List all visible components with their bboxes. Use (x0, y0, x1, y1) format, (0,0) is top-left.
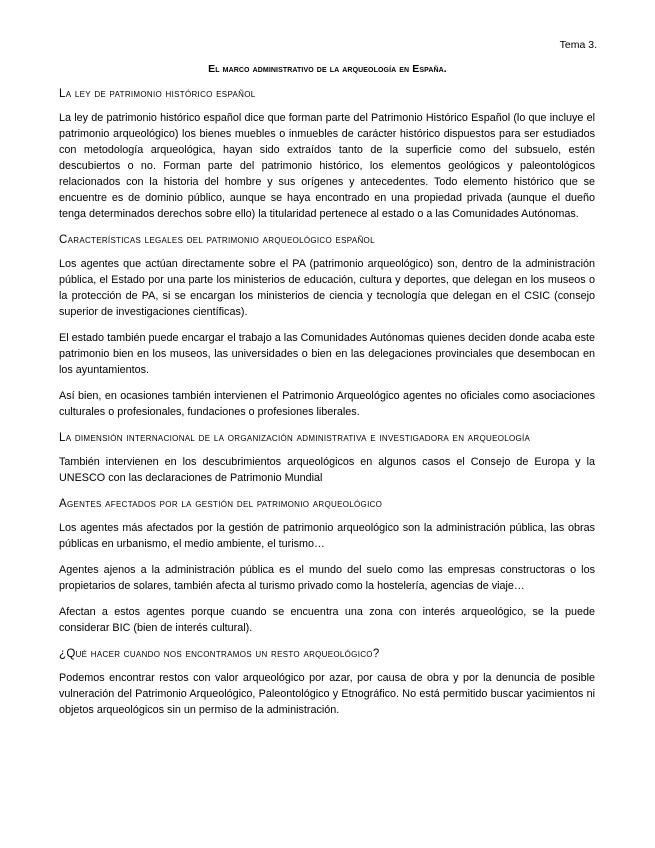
paragraph: También intervienen en los descubrimientos arqueológicos en algunos casos el Consejo de Europa y la UNESCO con las declaraciones de Patrimonio Mundial (59, 456, 595, 484)
paragraph: La ley de patrimonio histórico español dice que forman parte del Patrimonio Histórico Español (lo que incluye el patrimonio arqueológico) los bienes muebles o inmuebles de carácter histórico dispuestos para ser estudiados con metodología arqueológica, hayan sido extraídos tanto de la superficie como del subsuelo, estén descubiertos o no. Forman parte del patrimonio histórico, los elementos geológicos y paleontológicos relacionados con la historia del hombre y sus orígenes y antecedentes. Todo elemento histórico que se encuentre es de dominio público, aunque se haya encontrado en una propiedad privada (aunque el dueño tenga determinados derechos sobre ello) la titularidad pertenece al estado o a las Comunidades Autónomas. (59, 112, 595, 220)
paragraph: Los agentes más afectados por la gestión de patrimonio arqueológico son la administración pública, las obras públicas en urbanismo, el medio ambiente, el turismo… (59, 522, 595, 550)
section-ley-patrimonio (59, 86, 595, 222)
paragraph: El estado también puede encargar el trabajo a las Comunidades Autónomas quienes deciden donde acaba este patrimonio bien en los museos, las universidades o bien en las delegaciones provinciales que desembocan en los ayuntamientos. (59, 332, 595, 376)
section-heading: Características legales del patrimonio arqueológico español (59, 234, 375, 246)
section-agentes-afectados (59, 496, 595, 636)
paragraph: Afectan a estos agentes porque cuando se encuentra una zona con interés arqueológico, se la puede considerar BIC (bien de interés cultural). (59, 606, 595, 634)
document-body (59, 86, 595, 718)
paragraph: Agentes ajenos a la administración pública es el mundo del suelo como las empresas constructoras o los propietarios de solares, también afecta al turismo privado como la hostelería, agencias de viaje… (59, 564, 595, 592)
paragraph: Podemos encontrar restos con valor arqueológico por azar, por causa de obra y por la denuncia de posible vulneración del Patrimonio Arqueológico, Paleontológico y Etnográfico. No está permitido buscar yacimientos ni objetos arqueológicos sin un permiso de la administración. (59, 672, 595, 716)
section-dimension-internacional (59, 430, 595, 486)
section-caracteristicas-legales (59, 232, 595, 420)
section-heading: Agentes afectados por la gestión del patrimonio arqueológico (59, 498, 383, 510)
section-heading: La ley de patrimonio histórico español (59, 88, 256, 100)
section-heading: ¿Qué hacer cuando nos encontramos un resto arqueológico? (59, 648, 380, 660)
section-que-hacer (59, 646, 595, 718)
document-title: El marco administrativo de la arqueología en España. (208, 63, 447, 75)
section-heading: La dimensión internacional de la organización administrativa e investigadora en arqueología (59, 432, 531, 444)
page-header-tema: Tema 3. (559, 39, 597, 51)
paragraph: Los agentes que actúan directamente sobre el PA (patrimonio arqueológico) son, dentro de la administración pública, el Estado por una parte los ministerios de educación, cultura y deportes, que delegan en los museos o la protección de PA, si se encargan los ministerios de ciencia y tecnología que delegan en el CSIC (consejo superior de investigaciones científicas). (59, 258, 595, 318)
paragraph: Así bien, en ocasiones también intervienen el Patrimonio Arqueológico agentes no oficiales como asociaciones culturales o profesionales, fundaciones o profesiones liberales. (59, 390, 595, 418)
